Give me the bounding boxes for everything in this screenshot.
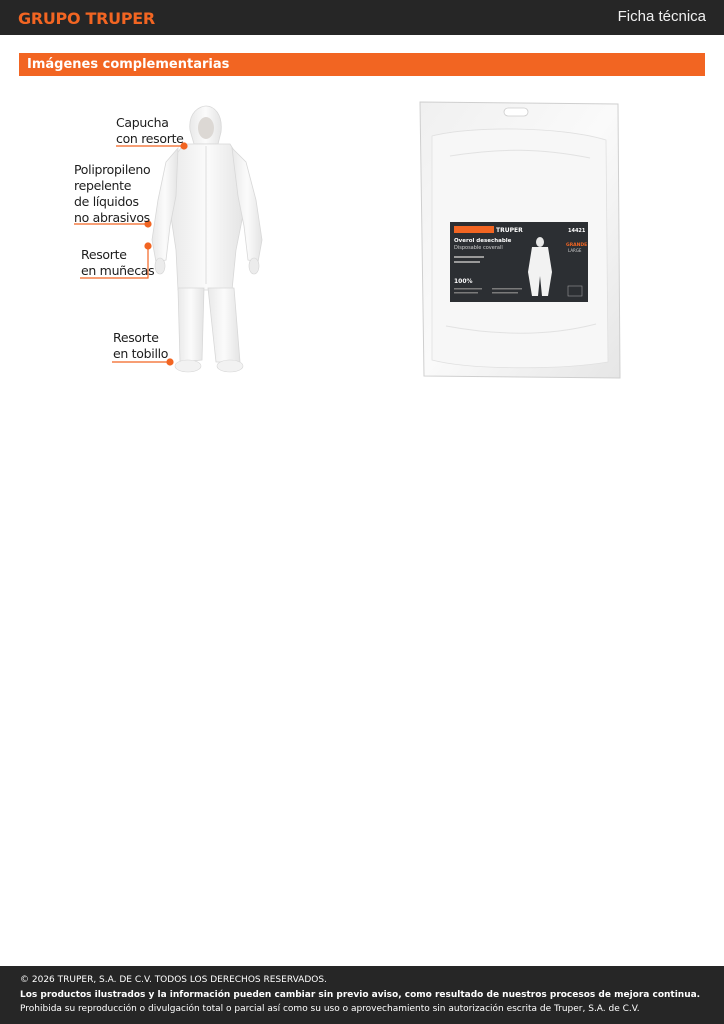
footer-prohibition: Prohibida su reproducción o divulgación total o parcial así como su uso o aprovechamiento sin autorización escrita de Truper, S.A. de C.V. bbox=[20, 1004, 640, 1014]
callout-capucha: Capucha con resorte bbox=[116, 115, 184, 146]
package-size: GRANDE bbox=[566, 243, 588, 248]
package-brand: TRUPER bbox=[496, 227, 523, 234]
package-label bbox=[450, 222, 588, 302]
package-size-en: LARGE bbox=[568, 248, 582, 253]
callout-munecas: Resorte en muñecas bbox=[81, 247, 155, 278]
footer-copyright: © 2026 TRUPER, S.A. DE C.V. TODOS LOS DERECHOS RESERVADOS. bbox=[20, 975, 327, 985]
package-percent: 100% bbox=[454, 278, 473, 285]
document-type-label: Ficha técnica bbox=[617, 8, 706, 25]
section-header bbox=[19, 53, 705, 76]
package-product-en: Disposable coverall bbox=[454, 245, 503, 251]
footer bbox=[0, 966, 724, 1024]
package-product: Overol desechable bbox=[454, 238, 512, 244]
package-code: 14421 bbox=[568, 228, 586, 234]
footer-disclaimer: Los productos ilustrados y la información pueden cambiar sin previo aviso, como resultado de nuestros procesos de mejora continua. bbox=[20, 990, 701, 1000]
top-bar bbox=[0, 0, 724, 35]
package-image bbox=[410, 96, 625, 384]
section-title: Imágenes complementarias bbox=[27, 57, 230, 72]
callout-material: Polipropileno repelente de líquidos no abrasivos bbox=[74, 162, 151, 225]
callout-tobillo: Resorte en tobillo bbox=[113, 330, 169, 361]
brand-logo: GRUPO TRUPER bbox=[18, 9, 155, 28]
